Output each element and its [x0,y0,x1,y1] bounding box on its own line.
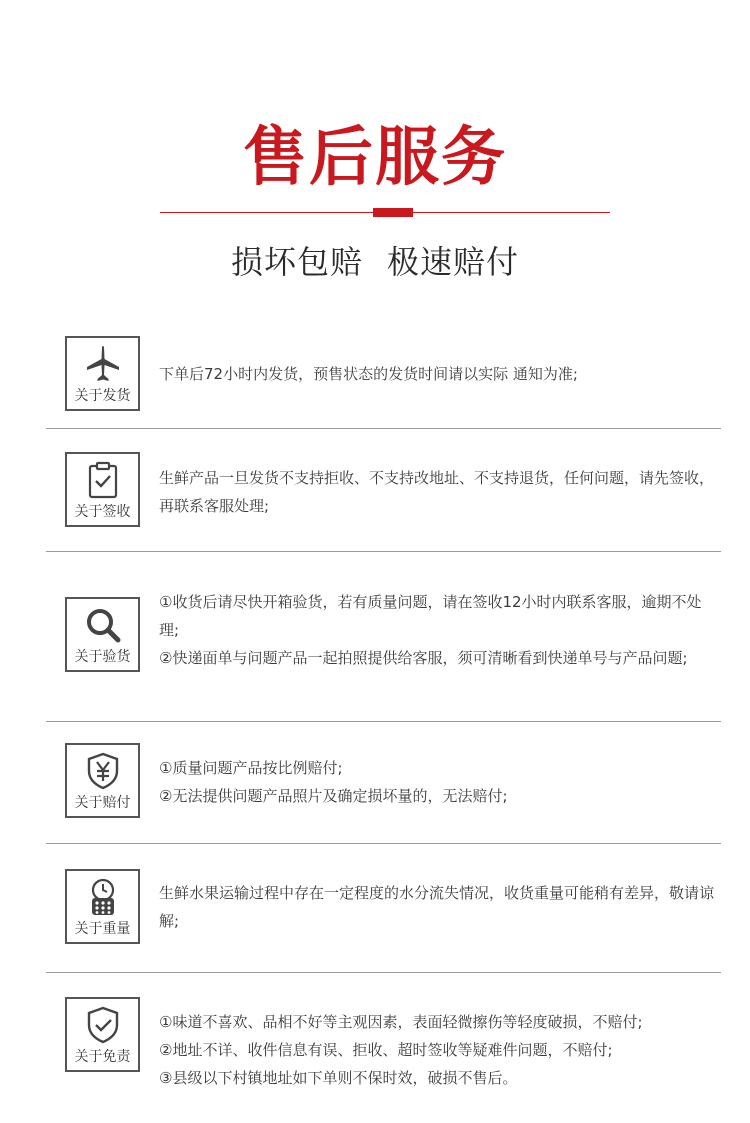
section-weight [46,844,721,973]
section-inspection [46,552,721,722]
section-disclaimer [46,973,721,1123]
inspection-badge [65,597,140,672]
page-subtitle [0,240,750,284]
disclaimer-line-1: ①味道不喜欢、品相不好等主观因素，表面轻微擦伤等轻度破损，不赔付; [159,1013,643,1031]
check-shield-icon [83,1005,123,1045]
inspection-line-1: ①收货后请尽快开箱验货，若有质量问题，请在签收12小时内联系客服，逾期不处理; [159,593,702,639]
subtitle-left: 损坏包赔 [230,243,363,281]
inspection-label: 关于验货 [74,649,131,665]
compensation-badge [65,743,140,818]
title-divider-accent [373,208,413,217]
clipboard-check-icon [83,460,123,500]
disclaimer-line-2: ②地址不详、收件信息有误、拒收、超时签收等疑难件问题，不赔付; [159,1041,613,1059]
section-signing [46,429,721,552]
shipping-label: 关于发货 [74,388,131,404]
inspection-text [159,588,719,672]
scale-clock-icon [83,877,123,917]
disclaimer-text [159,1008,719,1092]
signing-line: 生鲜产品一旦发货不支持拒收、不支持改地址、不支持退货，任何问题，请先签收，再联系客服处理; [159,469,715,515]
section-compensation [46,722,721,844]
signing-text [159,464,719,520]
disclaimer-line-3: ③县级以下村镇地址如下单则不保时效，破损不售后。 [159,1069,518,1087]
inspection-line-2: ②快递面单与问题产品一起拍照提供给客服，须可清晰看到快递单号与产品问题; [159,649,688,667]
shipping-badge [65,336,140,411]
compensation-label: 关于赔付 [74,795,131,811]
weight-badge [65,869,140,944]
disclaimer-label: 关于免责 [74,1049,131,1065]
section-shipping [46,325,721,429]
shipping-line: 下单后72小时内发货，预售状态的发货时间请以实际 通知为准; [159,365,578,383]
yen-shield-icon [83,751,123,791]
subtitle-right: 极速赔付 [387,243,520,281]
weight-label: 关于重量 [74,921,131,937]
disclaimer-badge [65,997,140,1072]
page-title: 售后服务 [243,121,507,195]
signing-label: 关于签收 [74,504,131,520]
weight-line: 生鲜水果运输过程中存在一定程度的水分流失情况，收货重量可能稍有差异，敬请谅解; [159,884,715,930]
magnifier-icon [83,605,123,645]
weight-text [159,879,719,935]
compensation-line-2: ②无法提供问题产品照片及确定损坏量的，无法赔付; [159,787,508,805]
compensation-line-1: ①质量问题产品按比例赔付; [159,759,343,777]
compensation-text [159,754,719,810]
airplane-icon [83,344,123,384]
shipping-text [159,360,719,388]
signing-badge [65,452,140,527]
